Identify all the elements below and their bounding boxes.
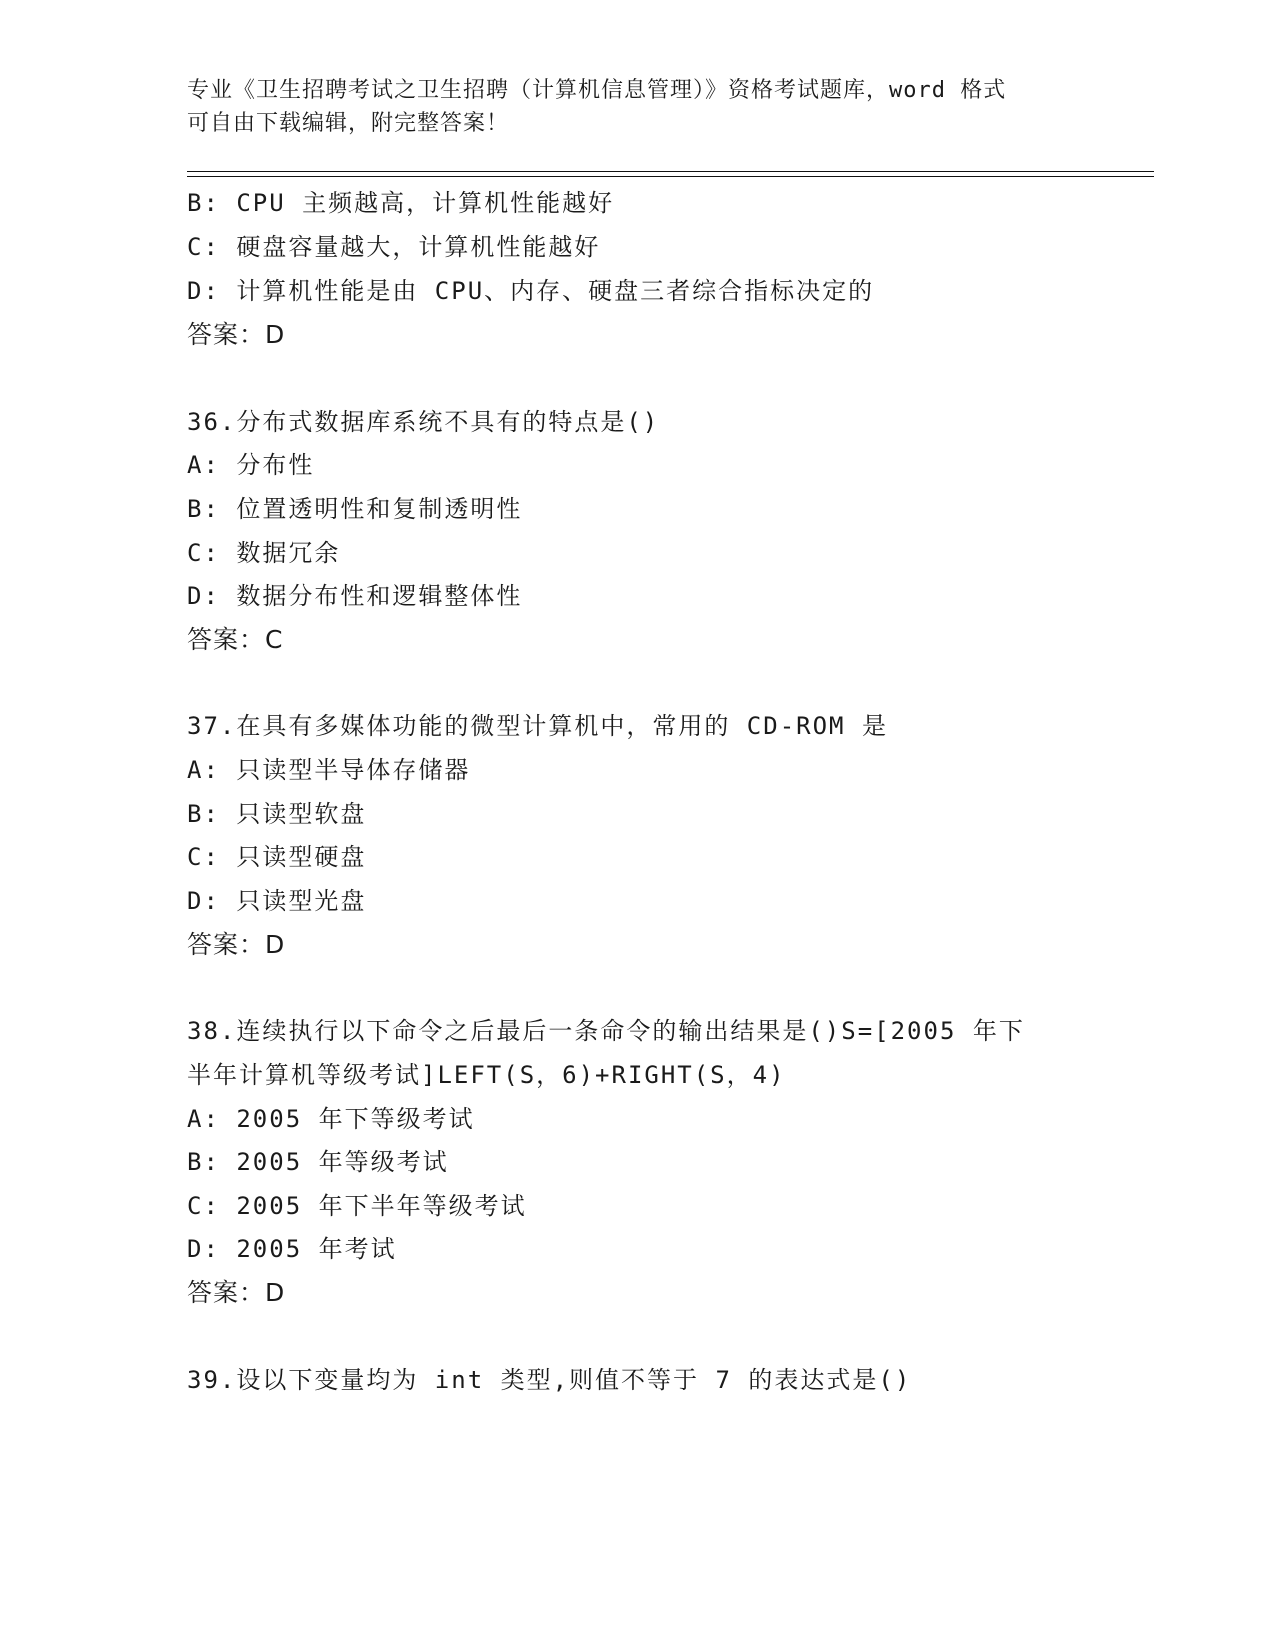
header-divider-top — [187, 171, 1154, 172]
q36-question: 36.分布式数据库系统不具有的特点是() — [187, 408, 660, 436]
q35-option-d: D: 计算机性能是由 CPU、内存、硬盘三者综合指标决定的 — [187, 277, 875, 305]
header-line-1: 专业《卫生招聘考试之卫生招聘（计算机信息管理）》资格考试题库，word 格式 — [187, 78, 1007, 103]
q36-option-a: A: 分布性 — [187, 451, 315, 479]
header-divider-bottom — [187, 176, 1154, 177]
q35-option-b: B: CPU 主频越高，计算机性能越好 — [187, 189, 615, 217]
q36-answer: 答案：C — [187, 625, 284, 654]
q35-answer: 答案：D — [187, 320, 286, 349]
q35-option-c: C: 硬盘容量越大，计算机性能越好 — [187, 233, 601, 261]
q38-question-line-1: 38.连续执行以下命令之后最后一条命令的输出结果是()S=[2005 年下 — [187, 1017, 1025, 1045]
q36-option-d: D: 数据分布性和逻辑整体性 — [187, 582, 523, 610]
q39-question: 39.设以下变量均为 int 类型,则值不等于 7 的表达式是() — [187, 1366, 912, 1394]
q38-question-line-2: 半年计算机等级考试]LEFT(S，6)+RIGHT(S，4) — [187, 1061, 786, 1089]
q38-option-a: A: 2005 年下等级考试 — [187, 1105, 475, 1133]
document-header — [187, 74, 1087, 140]
q37-answer: 答案：D — [187, 930, 286, 959]
q38-option-b: B: 2005 年等级考试 — [187, 1148, 449, 1176]
q38-answer: 答案：D — [187, 1278, 286, 1307]
q38-option-d: D: 2005 年考试 — [187, 1235, 397, 1263]
q37-option-c: C: 只读型硬盘 — [187, 843, 367, 871]
q36-option-b: B: 位置透明性和复制透明性 — [187, 495, 523, 523]
q37-question: 37.在具有多媒体功能的微型计算机中，常用的 CD-ROM 是 — [187, 712, 888, 740]
q37-option-d: D: 只读型光盘 — [187, 887, 367, 915]
header-line-2: 可自由下载编辑，附完整答案！ — [187, 111, 510, 136]
q38-option-c: C: 2005 年下半年等级考试 — [187, 1192, 527, 1220]
q36-option-c: C: 数据冗余 — [187, 539, 341, 567]
q37-option-a: A: 只读型半导体存储器 — [187, 756, 471, 784]
q37-option-b: B: 只读型软盘 — [187, 800, 367, 828]
